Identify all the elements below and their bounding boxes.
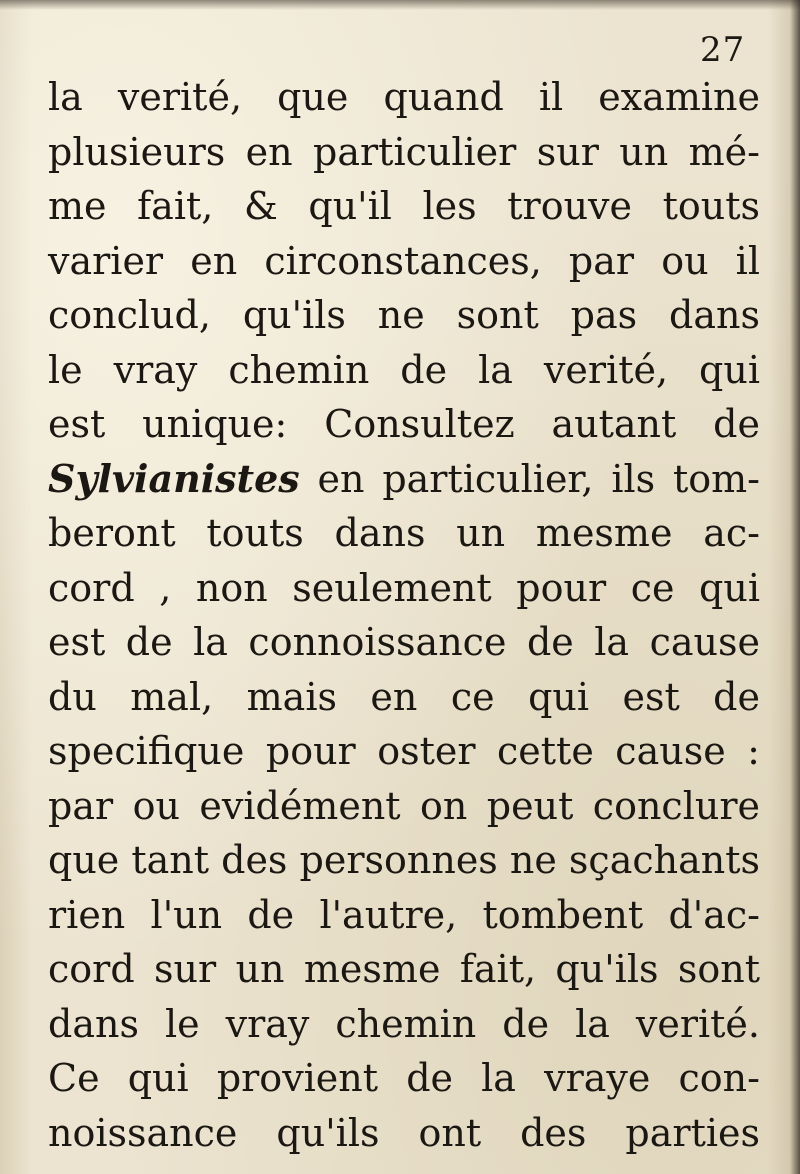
text-line: me fait, & qu'il les trouve touts <box>48 184 760 228</box>
text-line: cord , non seulement pour ce qui <box>48 565 760 610</box>
text-line: dans le vray chemin de la verité. <box>48 1001 760 1046</box>
text-line: le vray chemin de la verité, qui <box>48 347 760 392</box>
text-line: beront touts dans un mesme ac- <box>48 511 760 555</box>
page-top-shadow <box>0 0 800 10</box>
text-line-with-italic <box>48 452 760 507</box>
text-line: specifique pour oster cette cause : <box>48 729 760 773</box>
text-line: est unique: Consultez autant de <box>48 402 760 446</box>
italic-term: Sylvianistes <box>48 455 300 501</box>
text-line: noissance qu'ils ont des parties <box>48 1110 760 1155</box>
text-line: la verité, que quand il examine <box>48 75 760 119</box>
text-line: rien l'un de l'autre, tombent d'ac- <box>48 892 760 937</box>
text-line: plusieurs en particulier sur un mé- <box>48 129 760 174</box>
text-line: varier en circonstances, par ou il <box>48 238 760 283</box>
page-number: 27 <box>700 30 746 70</box>
text-line: est de la connoissance de la cause <box>48 620 760 664</box>
text-line: conclud, qu'ils ne sont pas dans <box>48 293 760 337</box>
body-text <box>48 70 760 1160</box>
page-right-shadow <box>790 0 800 1174</box>
text-line: cord sur un mesme fait, qu'ils sont <box>48 947 760 991</box>
text-line: que tant des personnes ne sçachants <box>48 838 761 882</box>
text-line-rest: en particulier, ils tom- <box>299 456 760 501</box>
text-line: Ce qui provient de la vraye con- <box>48 1056 760 1100</box>
text-line: par ou evidément on peut conclure <box>48 783 760 828</box>
text-line: du mal, mais en ce qui est de <box>48 674 760 719</box>
